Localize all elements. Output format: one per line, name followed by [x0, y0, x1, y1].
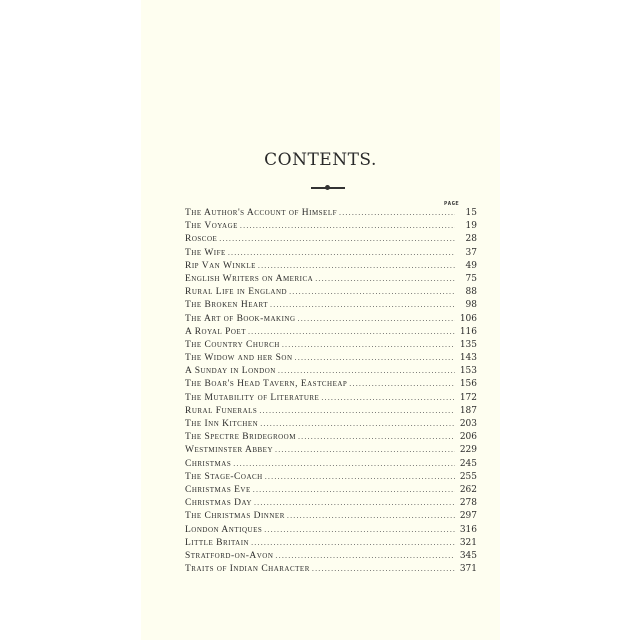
toc-entry — [185, 300, 477, 313]
toc-entry — [185, 287, 477, 300]
toc-entry-page: 206 — [459, 432, 477, 443]
toc-entry — [185, 261, 477, 274]
dot-leader — [258, 261, 455, 270]
toc-entry-page: 106 — [459, 313, 477, 324]
toc-entry — [185, 538, 477, 551]
toc-entry-page: 172 — [459, 392, 477, 403]
toc-entry-title: The Voyage — [185, 221, 238, 232]
toc-entry — [185, 419, 477, 432]
toc-entry — [185, 485, 477, 498]
toc-entry — [185, 248, 477, 261]
dot-leader — [295, 353, 455, 362]
dot-leader — [251, 538, 455, 547]
toc-entry — [185, 459, 477, 472]
toc-entry-title: The Spectre Bridegroom — [185, 432, 296, 443]
toc-entry-page: 371 — [459, 564, 477, 575]
toc-entry-page: 278 — [459, 498, 477, 509]
toc-entry — [185, 551, 477, 564]
divider-ornament-icon — [311, 185, 345, 191]
toc-entry-page: 153 — [459, 366, 477, 377]
toc-entry — [185, 406, 477, 419]
toc-entry-title: London Antiques — [185, 524, 263, 535]
dot-leader — [254, 498, 455, 507]
toc-entry — [185, 221, 477, 234]
toc-entry-title: The Art of Book-making — [185, 313, 296, 324]
toc-entry — [185, 353, 477, 366]
dot-leader — [282, 340, 455, 349]
toc-entry-page: 98 — [465, 300, 477, 311]
page-column-header: PAGE — [444, 201, 460, 207]
toc-entry-page: 28 — [465, 234, 477, 245]
toc-entry — [185, 511, 477, 524]
toc-entry-page: 19 — [465, 221, 477, 232]
toc-entry — [185, 564, 477, 577]
toc-entry-page: 75 — [465, 273, 477, 284]
toc-entry-page: 37 — [465, 247, 477, 258]
toc-entry-page: 187 — [459, 405, 477, 416]
toc-entry-page: 203 — [459, 419, 477, 429]
toc-entry — [185, 525, 477, 538]
toc-entry-page: 49 — [465, 260, 477, 271]
toc-entry — [185, 274, 477, 287]
dot-leader — [265, 472, 455, 481]
dot-leader — [228, 248, 455, 257]
toc-entry-title: Christmas Day — [185, 498, 252, 509]
toc-entry — [185, 393, 477, 406]
toc-entry-title: The Inn Kitchen — [185, 419, 259, 429]
dot-leader — [298, 314, 455, 323]
toc-entry-title: The Country Church — [185, 339, 280, 350]
toc-entry — [185, 379, 477, 392]
toc-entry-title: Roscoe — [185, 234, 218, 245]
toc-entry-title: Rip Van Winkle — [185, 260, 256, 271]
dot-leader — [275, 445, 455, 454]
toc-entry-title: A Royal Poet — [185, 326, 246, 337]
toc-entry-page: 255 — [459, 471, 477, 482]
dot-leader — [275, 551, 455, 560]
toc-entry-title: The Mutability of Literature — [185, 392, 320, 403]
dot-leader — [312, 564, 455, 573]
toc-entry-page: 345 — [459, 550, 477, 561]
toc-entry — [185, 208, 477, 221]
toc-entry-page: 297 — [459, 511, 477, 522]
toc-entry-title: Rural Funerals — [185, 405, 258, 416]
toc-entry-page: 316 — [459, 524, 477, 535]
toc-entry-title: The Stage-Coach — [185, 471, 263, 482]
toc-entry-page: 321 — [459, 537, 477, 548]
dot-leader — [298, 432, 455, 441]
toc-entry-page: 156 — [459, 379, 477, 390]
toc-entry-title: The Author's Account of Himself — [185, 208, 338, 218]
toc-entry — [185, 327, 477, 340]
divider-dot — [325, 185, 330, 190]
toc-entry-page: 245 — [459, 458, 477, 469]
toc-entry-title: Little Britain — [185, 537, 250, 548]
dot-leader — [270, 300, 455, 309]
toc-entry-title: Rural Life in England — [185, 287, 288, 298]
toc-entry-page: 88 — [465, 287, 477, 298]
dot-leader — [264, 525, 455, 534]
toc-entry-title: The Christmas Dinner — [185, 511, 285, 522]
dot-leader — [289, 287, 455, 296]
toc-entry-title: Christmas Eve — [185, 484, 251, 495]
book-page — [141, 0, 500, 640]
toc-entry — [185, 472, 477, 485]
dot-leader — [339, 208, 455, 217]
toc-entry-title: Stratford-on-Avon — [185, 550, 274, 561]
toc-entry-page: 229 — [459, 445, 477, 456]
toc-entry — [185, 498, 477, 511]
dot-leader — [315, 274, 455, 283]
table-of-contents — [185, 208, 477, 577]
dot-leader — [349, 379, 455, 388]
dot-leader — [321, 393, 455, 402]
page-title: CONTENTS. — [264, 150, 377, 170]
toc-entry-title: A Sunday in London — [185, 366, 276, 377]
toc-entry-title: English Writers on America — [185, 273, 314, 284]
toc-entry-page: 135 — [459, 339, 477, 350]
dot-leader — [233, 459, 455, 468]
toc-entry-page: 15 — [465, 208, 477, 218]
dot-leader — [287, 511, 455, 520]
dot-leader — [219, 234, 455, 243]
toc-entry-page: 116 — [459, 326, 477, 337]
toc-entry — [185, 366, 477, 379]
toc-entry-page: 262 — [459, 484, 477, 495]
toc-entry — [185, 445, 477, 458]
toc-entry-title: Westminster Abbey — [185, 445, 274, 456]
toc-entry-title: Traits of Indian Character — [185, 564, 310, 575]
dot-leader — [240, 221, 455, 230]
toc-entry-page: 143 — [459, 353, 477, 364]
dot-leader — [260, 419, 455, 428]
dot-leader — [253, 485, 455, 494]
toc-entry-title: The Widow and her Son — [185, 353, 293, 364]
toc-entry — [185, 432, 477, 445]
toc-entry-title: The Boar's Head Tavern, Eastcheap — [185, 379, 348, 390]
toc-entry — [185, 234, 477, 247]
toc-entry — [185, 314, 477, 327]
toc-entry-title: The Wife — [185, 247, 226, 258]
toc-entry — [185, 340, 477, 353]
toc-entry-title: The Broken Heart — [185, 300, 269, 311]
dot-leader — [278, 366, 455, 375]
toc-entry-title: Christmas — [185, 458, 232, 469]
dot-leader — [259, 406, 455, 415]
dot-leader — [248, 327, 455, 336]
